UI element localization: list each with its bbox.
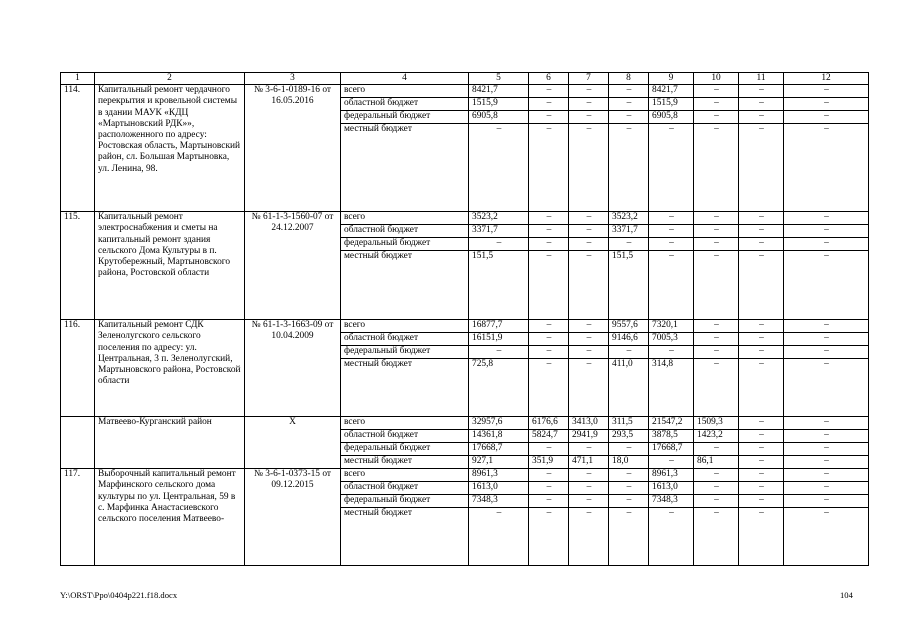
amount-cell: – (569, 111, 609, 124)
amount-cell: – (649, 238, 694, 251)
amount-cell: 2941,9 (569, 430, 609, 443)
amount-cell: – (739, 359, 784, 417)
page-number: 104 (840, 590, 853, 600)
amount-cell: – (609, 124, 649, 212)
amount-cell: – (529, 333, 569, 346)
amount-cell: – (569, 443, 609, 456)
amount-cell: – (609, 508, 649, 566)
amount-cell: 7320,1 (649, 320, 694, 333)
amount-cell: – (649, 124, 694, 212)
amount-cell: – (784, 495, 869, 508)
amount-cell: – (569, 251, 609, 320)
amount-cell: – (609, 85, 649, 98)
amount-cell: 3523,2 (609, 212, 649, 225)
amount-cell: – (469, 346, 529, 359)
amount-cell: – (649, 251, 694, 320)
column-header: 7 (569, 73, 609, 85)
funding-source: всего (341, 469, 469, 482)
column-header: 1 (61, 73, 95, 85)
table-row (61, 417, 869, 430)
amount-cell: – (739, 508, 784, 566)
amount-cell: – (529, 359, 569, 417)
amount-cell: – (569, 482, 609, 495)
amount-cell: – (739, 417, 784, 430)
amount-cell: – (694, 238, 739, 251)
amount-cell: – (609, 495, 649, 508)
amount-cell: 8961,3 (469, 469, 529, 482)
amount-cell: 17668,7 (469, 443, 529, 456)
amount-cell: – (739, 225, 784, 238)
expertise-doc: № 3-6-1-0373-15 от 09.12.2015 (245, 469, 341, 566)
funding-source: областной бюджет (341, 333, 469, 346)
amount-cell: – (694, 212, 739, 225)
amount-cell: – (529, 124, 569, 212)
amount-cell: 725,8 (469, 359, 529, 417)
object-name: Выборочный капитальный ремонт Марфинского сельского дома культуры по ул. Центральная, 59 в с. Марфинка Анастасиевского сельского поселения Матвеево- (95, 469, 245, 566)
funding-source: областной бюджет (341, 98, 469, 111)
amount-cell: – (694, 124, 739, 212)
amount-cell: – (694, 320, 739, 333)
amount-cell: – (649, 456, 694, 469)
table-row (61, 85, 869, 98)
amount-cell: – (529, 508, 569, 566)
amount-cell: 1509,3 (694, 417, 739, 430)
amount-cell: 1613,0 (649, 482, 694, 495)
amount-cell: 1515,9 (649, 98, 694, 111)
amount-cell: – (609, 469, 649, 482)
amount-cell: 3371,7 (609, 225, 649, 238)
amount-cell: 1613,0 (469, 482, 529, 495)
amount-cell: – (694, 346, 739, 359)
amount-cell: – (694, 443, 739, 456)
amount-cell: – (569, 508, 609, 566)
funding-source: федеральный бюджет (341, 443, 469, 456)
amount-cell: 3371,7 (469, 225, 529, 238)
amount-cell: – (739, 333, 784, 346)
row-number: 116. (61, 320, 95, 417)
amount-cell: – (784, 359, 869, 417)
funding-source: областной бюджет (341, 225, 469, 238)
amount-cell: – (649, 225, 694, 238)
amount-cell: – (569, 333, 609, 346)
amount-cell: 7005,3 (649, 333, 694, 346)
amount-cell: – (784, 508, 869, 566)
amount-cell: – (529, 212, 569, 225)
amount-cell: 314,8 (649, 359, 694, 417)
row-number (61, 417, 95, 469)
object-name: Капитальный ремонт СДК Зеленолугского сельского поселения по адресу: ул. Центральная, 3 п. Зеленолугский, Мартыновского района, Ростовской области (95, 320, 245, 417)
amount-cell: – (784, 238, 869, 251)
amount-cell: – (649, 346, 694, 359)
amount-cell: 351,9 (529, 456, 569, 469)
amount-cell: – (694, 495, 739, 508)
column-header: 11 (739, 73, 784, 85)
column-header: 5 (469, 73, 529, 85)
amount-cell: – (529, 238, 569, 251)
column-header: 4 (341, 73, 469, 85)
amount-cell: 8421,7 (649, 85, 694, 98)
amount-cell: 3523,2 (469, 212, 529, 225)
funding-source: областной бюджет (341, 430, 469, 443)
amount-cell: 151,5 (469, 251, 529, 320)
funding-source: областной бюджет (341, 482, 469, 495)
amount-cell: – (739, 111, 784, 124)
expertise-doc: № 61-1-3-1560-07 от 24.12.2007 (245, 212, 341, 320)
object-name: Капитальный ремонт чердачного перекрытия и кровельной системы в здании МАУК «КДЦ «Мартыновский РДК»», расположенного по адресу: Ростовская область, Мартыновский район, сл. Большая Мартыновка, ул. Ленина, 98. (95, 85, 245, 212)
object-name: Матвеево-Курганский район (95, 417, 245, 469)
amount-cell: – (569, 98, 609, 111)
amount-cell: – (569, 238, 609, 251)
amount-cell: – (784, 225, 869, 238)
amount-cell: – (569, 359, 609, 417)
table-row (61, 469, 869, 482)
amount-cell: – (694, 359, 739, 417)
column-header: 12 (784, 73, 869, 85)
funding-source: федеральный бюджет (341, 346, 469, 359)
column-header: 9 (649, 73, 694, 85)
amount-cell: – (784, 333, 869, 346)
amount-cell: – (739, 495, 784, 508)
amount-cell: – (784, 111, 869, 124)
amount-cell: 6905,8 (649, 111, 694, 124)
amount-cell: – (739, 85, 784, 98)
amount-cell: – (529, 251, 569, 320)
amount-cell: 16151,9 (469, 333, 529, 346)
amount-cell: – (569, 85, 609, 98)
amount-cell: – (784, 251, 869, 320)
amount-cell: – (529, 469, 569, 482)
amount-cell: – (694, 469, 739, 482)
funding-source: всего (341, 320, 469, 333)
amount-cell: – (529, 443, 569, 456)
amount-cell: 6176,6 (529, 417, 569, 430)
amount-cell: – (529, 495, 569, 508)
column-header: 10 (694, 73, 739, 85)
amount-cell: – (739, 456, 784, 469)
amount-cell: 14361,8 (469, 430, 529, 443)
amount-cell: 7348,3 (469, 495, 529, 508)
amount-cell: – (739, 212, 784, 225)
amount-cell: – (529, 111, 569, 124)
amount-cell: – (784, 212, 869, 225)
funding-source: местный бюджет (341, 456, 469, 469)
amount-cell: – (784, 85, 869, 98)
amount-cell: – (529, 346, 569, 359)
amount-cell: – (739, 124, 784, 212)
amount-cell: – (739, 469, 784, 482)
table-row (61, 212, 869, 225)
amount-cell: – (469, 508, 529, 566)
amount-cell: 293,5 (609, 430, 649, 443)
amount-cell: 471,1 (569, 456, 609, 469)
amount-cell: – (694, 482, 739, 495)
amount-cell: – (784, 320, 869, 333)
amount-cell: 311,5 (609, 417, 649, 430)
funding-source: местный бюджет (341, 359, 469, 417)
amount-cell: – (609, 111, 649, 124)
amount-cell: – (469, 124, 529, 212)
amount-cell: – (649, 508, 694, 566)
amount-cell: – (694, 111, 739, 124)
amount-cell: 151,5 (609, 251, 649, 320)
amount-cell: – (784, 346, 869, 359)
amount-cell: – (694, 85, 739, 98)
funding-source: всего (341, 212, 469, 225)
amount-cell: 1515,9 (469, 98, 529, 111)
amount-cell: – (569, 469, 609, 482)
amount-cell: 7348,3 (649, 495, 694, 508)
amount-cell: 86,1 (694, 456, 739, 469)
expertise-doc: № 61-1-3-1663-09 от 10.04.2009 (245, 320, 341, 417)
budget-table (60, 72, 869, 566)
amount-cell: – (569, 346, 609, 359)
funding-source: федеральный бюджет (341, 495, 469, 508)
expertise-doc: № 3-6-1-0189-16 от 16.05.2016 (245, 85, 341, 212)
amount-cell: – (739, 98, 784, 111)
column-header: 3 (245, 73, 341, 85)
amount-cell: – (784, 469, 869, 482)
funding-source: федеральный бюджет (341, 238, 469, 251)
funding-source: местный бюджет (341, 508, 469, 566)
amount-cell: 3878,5 (649, 430, 694, 443)
amount-cell: – (609, 482, 649, 495)
amount-cell: – (569, 124, 609, 212)
amount-cell: – (569, 212, 609, 225)
amount-cell: – (694, 225, 739, 238)
amount-cell: – (739, 482, 784, 495)
amount-cell: – (784, 417, 869, 430)
amount-cell: 411,0 (609, 359, 649, 417)
amount-cell: 32957,6 (469, 417, 529, 430)
funding-source: местный бюджет (341, 124, 469, 212)
amount-cell: – (739, 238, 784, 251)
amount-cell: – (609, 443, 649, 456)
amount-cell: 9146,6 (609, 333, 649, 346)
header-row (61, 73, 869, 85)
amount-cell: 5824,7 (529, 430, 569, 443)
funding-source: местный бюджет (341, 251, 469, 320)
column-header: 2 (95, 73, 245, 85)
file-path: Y:\ORST\Ppo\0404p221.f18.docx (60, 590, 178, 600)
amount-cell: – (569, 495, 609, 508)
amount-cell: 9557,6 (609, 320, 649, 333)
table-row (61, 320, 869, 333)
amount-cell: – (529, 320, 569, 333)
amount-cell: – (609, 346, 649, 359)
amount-cell: – (609, 98, 649, 111)
amount-cell: – (739, 430, 784, 443)
row-number: 114. (61, 85, 95, 212)
amount-cell: 8961,3 (649, 469, 694, 482)
amount-cell: – (529, 225, 569, 238)
amount-cell: 8421,7 (469, 85, 529, 98)
amount-cell: 18,0 (609, 456, 649, 469)
amount-cell: – (739, 443, 784, 456)
amount-cell: – (784, 124, 869, 212)
amount-cell: – (529, 85, 569, 98)
amount-cell: – (784, 98, 869, 111)
funding-source: всего (341, 417, 469, 430)
expertise-doc: Х (245, 417, 341, 469)
column-header: 6 (529, 73, 569, 85)
funding-source: федеральный бюджет (341, 111, 469, 124)
amount-cell: 927,1 (469, 456, 529, 469)
amount-cell: – (609, 238, 649, 251)
amount-cell: – (569, 225, 609, 238)
funding-source: всего (341, 85, 469, 98)
amount-cell: – (739, 346, 784, 359)
amount-cell: – (739, 320, 784, 333)
amount-cell: – (694, 333, 739, 346)
amount-cell: – (529, 482, 569, 495)
amount-cell: – (739, 251, 784, 320)
amount-cell: 17668,7 (649, 443, 694, 456)
row-number: 117. (61, 469, 95, 566)
amount-cell: – (784, 443, 869, 456)
amount-cell: – (694, 98, 739, 111)
column-header: 8 (609, 73, 649, 85)
amount-cell: – (784, 456, 869, 469)
amount-cell: 3413,0 (569, 417, 609, 430)
amount-cell: 16877,7 (469, 320, 529, 333)
amount-cell: – (694, 251, 739, 320)
object-name: Капитальный ремонт электроснабжения и сметы на капитальный ремонт здания сельского Дома Культуры в п. Крутобережный, Мартыновского района, Ростовской области (95, 212, 245, 320)
amount-cell: – (694, 508, 739, 566)
amount-cell: – (784, 430, 869, 443)
amount-cell: 1423,2 (694, 430, 739, 443)
amount-cell: – (469, 238, 529, 251)
amount-cell: – (529, 98, 569, 111)
amount-cell: – (784, 482, 869, 495)
amount-cell: – (569, 320, 609, 333)
amount-cell: – (649, 212, 694, 225)
row-number: 115. (61, 212, 95, 320)
amount-cell: 21547,2 (649, 417, 694, 430)
amount-cell: 6905,8 (469, 111, 529, 124)
